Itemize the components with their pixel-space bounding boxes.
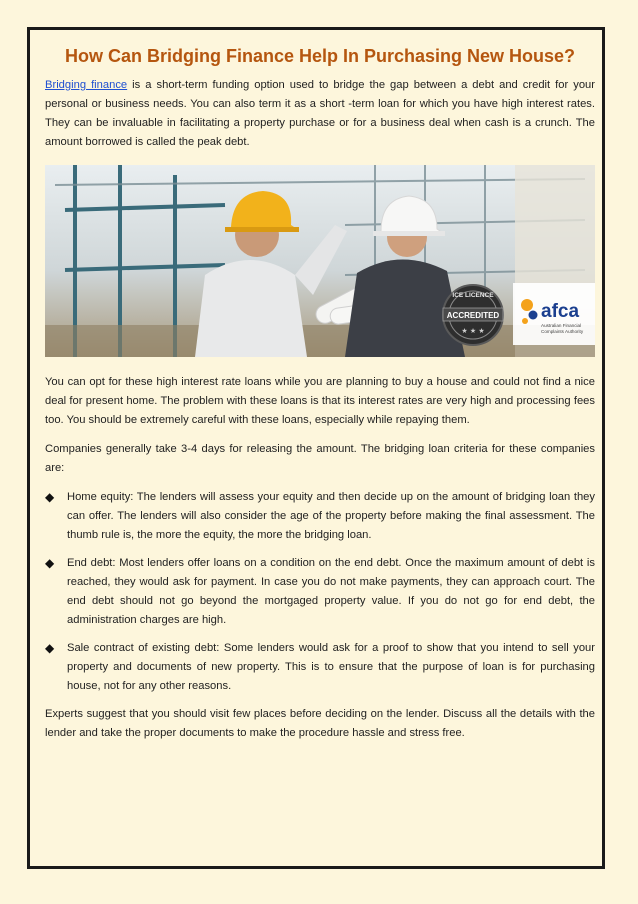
diamond-bullet-icon: ◆ bbox=[45, 641, 55, 655]
list-item bbox=[45, 554, 595, 630]
list-item bbox=[45, 488, 595, 545]
bridging-finance-link[interactable]: Bridging finance bbox=[45, 79, 128, 91]
hero-image bbox=[45, 165, 595, 357]
criteria-list bbox=[45, 488, 595, 696]
paragraph-criteria: Companies generally take 3-4 days for releasing the amount. The bridging loan criteria for these companies are: bbox=[45, 443, 595, 474]
list-item bbox=[45, 639, 595, 696]
badge-top-text: ICE LICENCE bbox=[452, 292, 494, 299]
construction-workers-photo bbox=[45, 165, 595, 357]
page-title: How Can Bridging Finance Help In Purchasing New House? bbox=[64, 46, 576, 66]
intro-text: is a short-term funding option used to bridge the gap between a debt and credit for your personal or business needs. You can also term it as a short -term loan for which you have high interest rates. They can be invaluable in facilitating a property purchase or for a business deal when cash is a crunch. The amount borrowed is called the peak debt. bbox=[45, 79, 596, 148]
afca-logo-text: afca bbox=[541, 301, 580, 322]
paragraph-experts: Experts suggest that you should visit few places before deciding on the lender. Discuss all the details with the lender and take the proper documents to make the procedure hassle and stress free. bbox=[45, 708, 595, 739]
diamond-bullet-icon: ◆ bbox=[45, 490, 55, 504]
svg-text:★ ★ ★: ★ ★ ★ bbox=[461, 327, 485, 335]
afca-sub1: Australian Financial bbox=[541, 323, 582, 328]
list-item-text: Sale contract of existing debt: Some lenders would ask for a proof to show that you intend to sell your property and documents of new property. This is to ensure that the purpose of loan is for purchasing house, not for any other reasons. bbox=[67, 642, 595, 692]
accredited-badge bbox=[443, 285, 503, 345]
intro-paragraph bbox=[45, 76, 595, 152]
list-item-text: Home equity: The lenders will assess your equity and then decide up on the amount of bridging loan they can offer. The lenders will also consider the age of the property before making the final assessment. The thumb rule is, the more the equity, the more the bridging loan. bbox=[67, 491, 595, 541]
afca-logo bbox=[513, 283, 595, 345]
article bbox=[45, 44, 595, 753]
afca-sub2: Complaints Authority bbox=[541, 329, 584, 334]
diamond-bullet-icon: ◆ bbox=[45, 556, 55, 570]
list-item-text: End debt: Most lenders offer loans on a condition on the end debt. Once the maximum amount of debt is reached, they would ask for payment. In case you do not make payments, they can approach court. The end debt should not go beyond the mortgaged property value. If you do not go for end debt, the administration charges are high. bbox=[67, 557, 595, 626]
paragraph-rates: You can opt for these high interest rate loans while you are planning to buy a house and could not find a nice deal for present home. The problem with these loans is that its interest rates are very high and processing fees too. You should be extremely careful with these loans, especially while repaying them. bbox=[45, 376, 595, 426]
badge-main-text: ACCREDITED bbox=[446, 311, 500, 320]
